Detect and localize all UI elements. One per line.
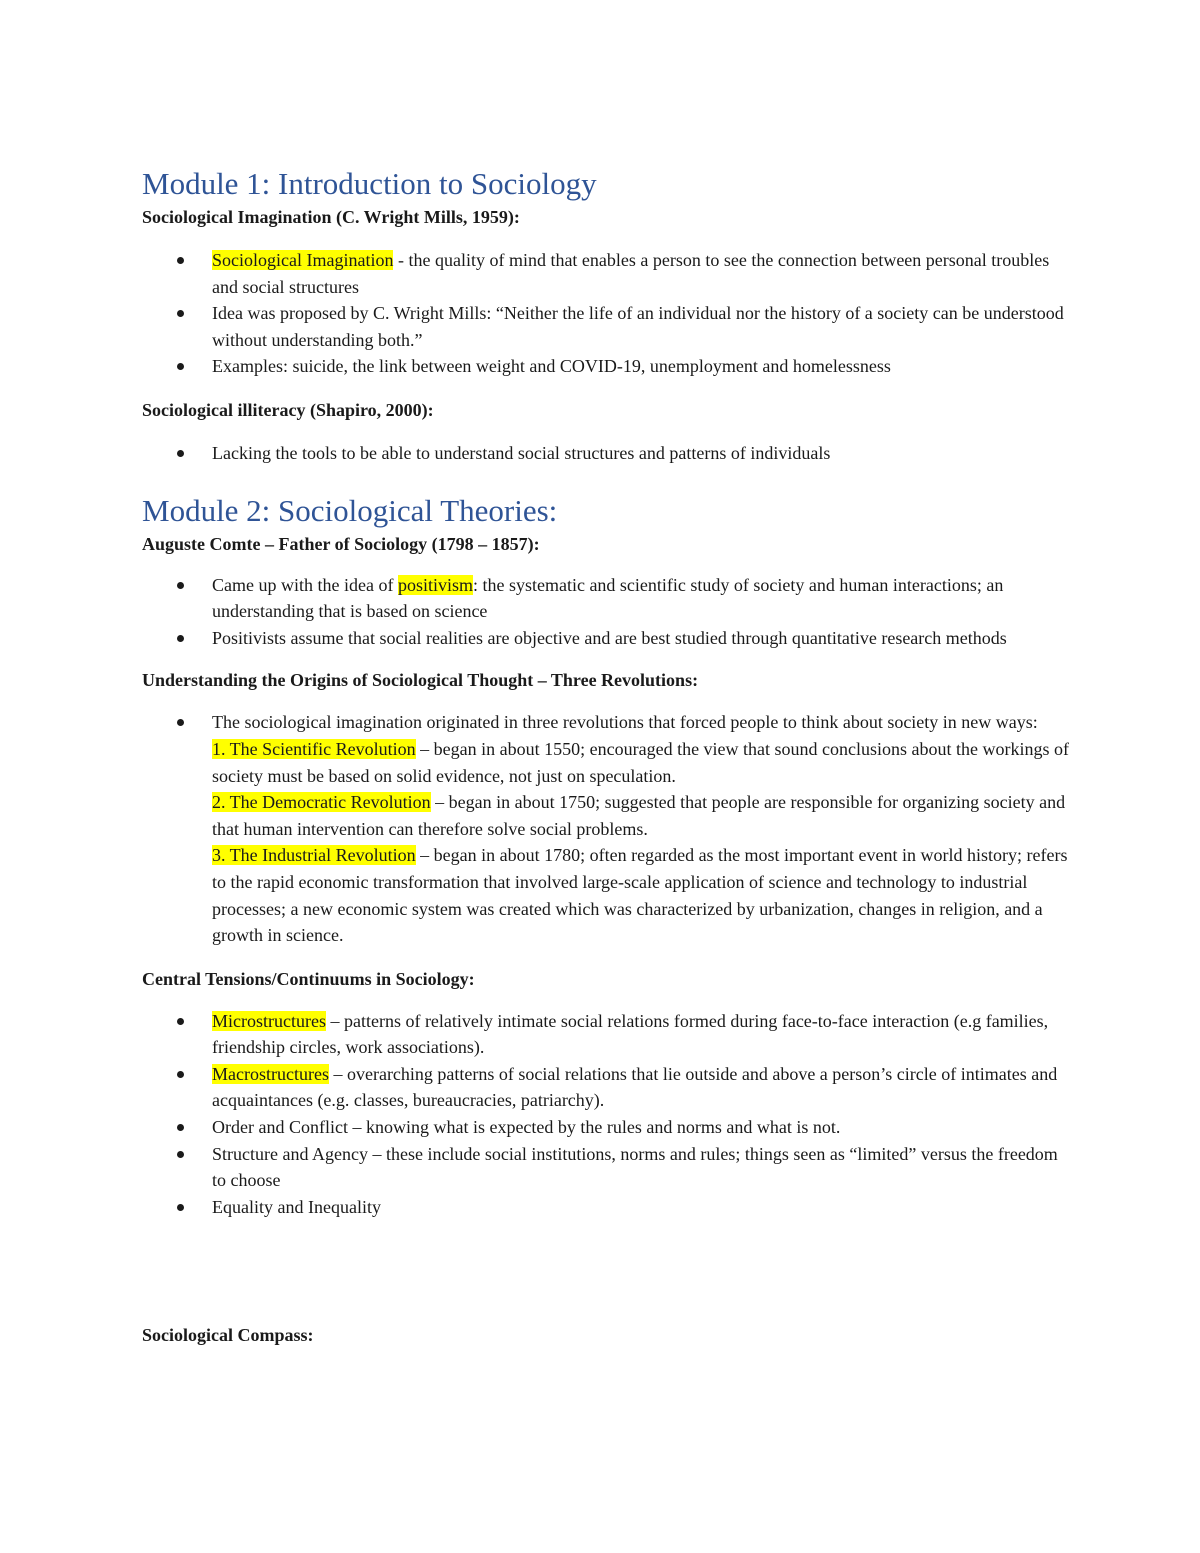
revolution-text: – began in about 1780; often regarded as the most important event in world history; refers to the rapid economic transformation that involved large-scale application of science and technology to industrial processes; a new economic system was created which was characterized by urbanization, changes in religion, and a growth in science. — [212, 845, 1068, 946]
list-item — [142, 247, 1072, 300]
list-item-text: Examples: suicide, the link between weight and COVID-19, unemployment and homelessness — [212, 356, 891, 377]
highlighted-term: 1. The Scientific Revolution — [212, 738, 416, 759]
revolution-item — [212, 736, 1072, 789]
list-item — [142, 353, 1072, 380]
tensions-heading: Central Tensions/Continuums in Sociology: — [142, 968, 475, 989]
list-item — [142, 440, 1072, 467]
revolution-item — [212, 842, 1072, 948]
highlighted-term: Microstructures — [212, 1010, 326, 1031]
highlighted-term: 2. The Democratic Revolution — [212, 792, 431, 813]
revolution-item — [212, 789, 1072, 842]
list-item — [142, 572, 1072, 625]
list-item-text: The sociological imagination originated in three revolutions that forced people to think about society in new ways: — [212, 712, 1038, 733]
highlighted-term: 3. The Industrial Revolution — [212, 845, 416, 866]
list-item — [142, 1061, 1072, 1114]
list-item-text: Structure and Agency – these include social institutions, norms and rules; things seen as “limited” versus the freedom to choose — [212, 1143, 1058, 1191]
list-item-text: : the systematic and scientific study of society and human interactions; an understanding that is based on science — [212, 574, 1004, 622]
list-item — [142, 1008, 1072, 1061]
list-item — [142, 1194, 1072, 1221]
illiteracy-heading: Sociological illiteracy (Shapiro, 2000): — [142, 399, 434, 420]
list-item-text: – overarching patterns of social relations that lie outside and above a person’s circle of intimates and acquaintances (e.g. classes, bureaucracies, patriarchy). — [212, 1063, 1058, 1111]
imagination-list — [142, 247, 1072, 380]
compass-heading: Sociological Compass: — [142, 1325, 314, 1346]
list-item-text: Order and Conflict – knowing what is expected by the rules and norms and what is not. — [212, 1117, 841, 1138]
list-item-text: – patterns of relatively intimate social relations formed during face-to-face interaction (e.g families, friendship circles, work associations). — [212, 1010, 1049, 1058]
highlighted-term: Macrostructures — [212, 1063, 329, 1084]
illiteracy-list — [142, 440, 1072, 467]
origins-list — [142, 709, 1072, 948]
module2-title: Module 2: Sociological Theories: — [142, 492, 558, 528]
highlighted-term: positivism — [397, 574, 473, 595]
imagination-heading: Sociological Imagination (C. Wright Mills, 1959): — [142, 207, 520, 227]
list-item-text: Idea was proposed by C. Wright Mills: “Neither the life of an individual nor the history of a society can be understood without understanding both.” — [212, 303, 1064, 350]
comte-list — [142, 572, 1072, 652]
revolution-text: – began in about 1750; suggested that people are responsible for organizing society and that human intervention can therefore solve social problems. — [212, 792, 1066, 839]
revolution-text: – began in about 1550; encouraged the view that sound conclusions about the workings of society must be based on solid evidence, not just on speculation. — [212, 738, 1070, 786]
list-item — [142, 1114, 1072, 1141]
list-item-text: Equality and Inequality — [212, 1196, 381, 1217]
list-item — [142, 625, 1072, 652]
tensions-list — [142, 1008, 1072, 1221]
list-item — [142, 300, 1072, 353]
highlighted-term: Sociological Imagination — [212, 250, 394, 270]
comte-heading: Auguste Comte – Father of Sociology (1798 – 1857): — [142, 533, 540, 554]
list-item — [142, 709, 1072, 948]
list-item — [142, 1141, 1072, 1194]
list-item-text: Positivists assume that social realities are objective and are best studied through quantitative research methods — [212, 627, 1007, 648]
list-item-text: Came up with the idea of — [212, 574, 398, 595]
list-item-text: - the quality of mind that enables a person to see the connection between personal troubles and social structures — [212, 250, 1050, 297]
document-content — [142, 164, 1072, 1348]
module1-title: Module 1: Introduction to Sociology — [142, 166, 597, 201]
origins-heading: Understanding the Origins of Sociological Thought – Three Revolutions: — [142, 670, 699, 691]
list-item-text: Lacking the tools to be able to understand social structures and patterns of individuals — [212, 442, 831, 463]
